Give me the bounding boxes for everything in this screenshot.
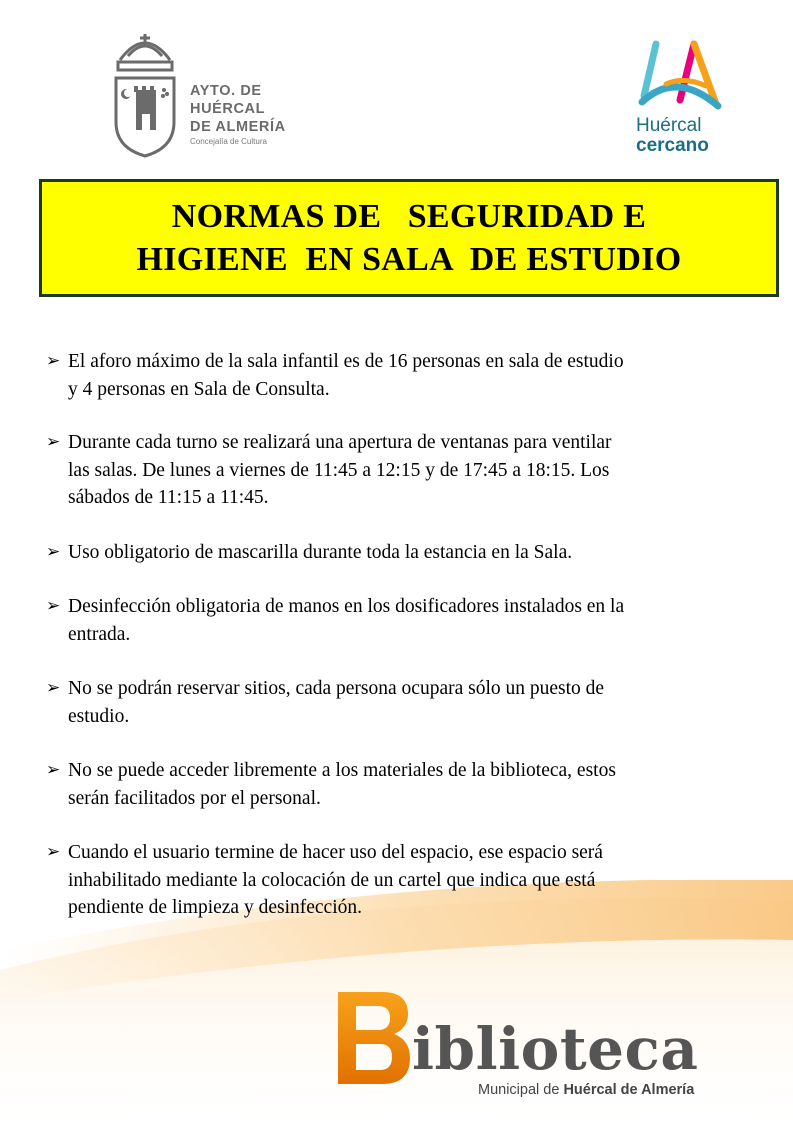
municipal-crest-icon (112, 30, 178, 160)
rules-list (46, 348, 766, 922)
huercal-cercano-logo (628, 40, 728, 160)
ayto-subtitle: Concejalía de Cultura (190, 137, 267, 146)
biblioteca-subtitle (478, 1082, 694, 1098)
rule-text: No se podrán reservar sitios, cada persona ocupara sólo un puesto de estudio. (68, 678, 605, 727)
ayto-line-1: AYTO. DE (190, 83, 262, 99)
biblioteca-subtitle-prefix: Municipal de (478, 1082, 564, 1098)
arrow-bullet-icon: ➢ (46, 351, 61, 371)
huercal-cercano-text (636, 116, 709, 156)
hc-line-1: Huércal (636, 115, 702, 136)
biblioteca-b-icon (336, 990, 412, 1086)
huercal-cercano-mark-icon (636, 40, 722, 112)
rule-text: No se puede acceder libremente a los materiales de la biblioteca, estos serán facilitados por el personal. (68, 760, 616, 809)
title-banner (39, 179, 779, 297)
arrow-bullet-icon: ➢ (46, 678, 61, 698)
rule-text: Desinfección obligatoria de manos en los dosificadores instalados en la entrada. (68, 596, 625, 645)
arrow-bullet-icon: ➢ (46, 432, 61, 452)
rule-text: Cuando el usuario termine de hacer uso del espacio, ese espacio será inhabilitado mediante la colocación de un cartel que indica que está pendiente de limpieza y desinfección. (68, 842, 603, 918)
rule-item (46, 675, 766, 730)
rule-item (46, 348, 766, 403)
rule-item (46, 593, 766, 648)
rule-item (46, 539, 766, 567)
ayuntamiento-name (190, 82, 286, 148)
hc-line-2: cercano (636, 135, 709, 156)
arrow-bullet-icon: ➢ (46, 596, 61, 616)
biblioteca-subtitle-bold: Huércal de Almería (563, 1082, 695, 1098)
arrow-bullet-icon: ➢ (46, 541, 61, 562)
title-line-1: NORMAS DE SEGURIDAD E (171, 198, 647, 235)
ayto-line-2: HUÉRCAL (190, 101, 266, 117)
ayto-line-3: DE ALMERÍA (190, 119, 286, 135)
rule-item (46, 429, 766, 512)
rule-text: Durante cada turno se realizará una apertura de ventanas para ventilar las salas. De lunes a viernes de 11:45 a 12:15 y de 17:45 a 18:15. Los sábados de 11:15 a 11:45. (68, 432, 612, 508)
biblioteca-word: iblioteca (412, 1015, 699, 1083)
ayuntamiento-logo (112, 30, 292, 160)
arrow-bullet-icon: ➢ (46, 760, 61, 780)
biblioteca-logo (336, 990, 756, 1110)
arrow-bullet-icon: ➢ (46, 842, 61, 862)
rule-text: El aforo máximo de la sala infantil es de 16 personas en sala de estudio y 4 personas en Sala de Consulta. (68, 351, 624, 400)
rule-text: Uso obligatorio de mascarilla durante toda la estancia en la Sala. (68, 541, 573, 563)
title-line-2: HIGIENE EN SALA DE ESTUDIO (136, 241, 682, 278)
rule-item (46, 757, 766, 812)
rule-item (46, 839, 766, 922)
